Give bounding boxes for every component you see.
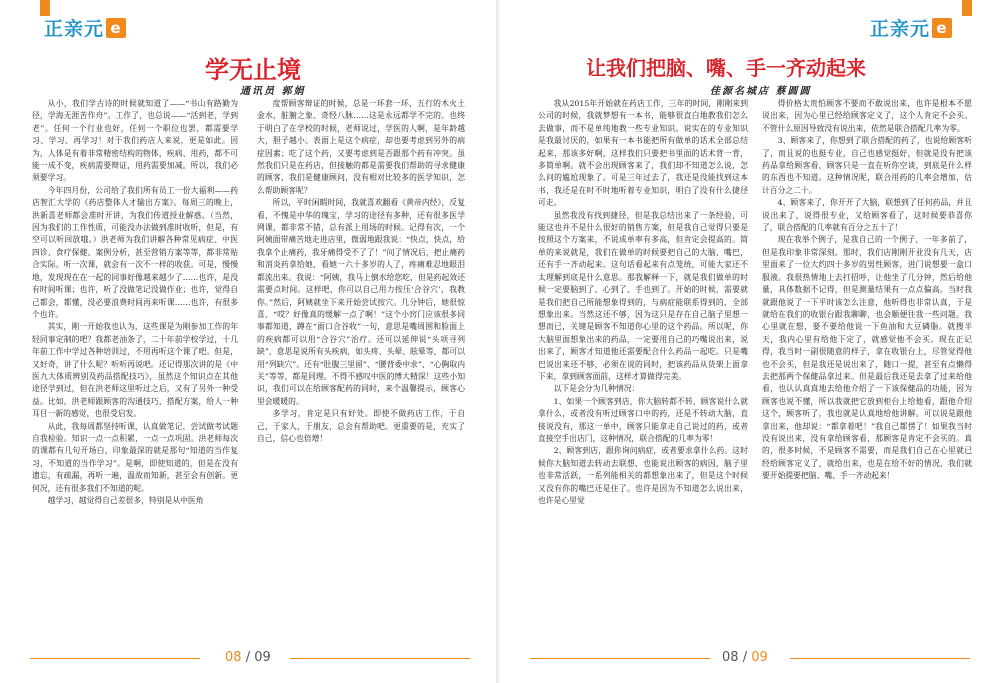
- article-byline: 佳源名城店 蔡圆圆: [710, 86, 812, 97]
- article-column-1: [32, 98, 238, 638]
- paragraph: 从小，我们学古诗的时候就知道了——“书山有路勤为径，学海无涯苦作舟”。工作了，也总说——“活到老，学到老”。任何一个行业也好，任何一个职位也罢，都需要学习、学习、再学习！对于我们药店人来说，更是如此。因为，人体是有着非常精密结构的物体，疾病、用药，都不可能一成不变，疾病需要辩证，用药需要加减。所以，我们必须要学习。: [32, 99, 238, 183]
- paragraph: 多学习，肯定是只有好处。即使不做药店工作，于自己，于家人，于朋友，总会有帮助吧。更重要的是，充实了自己，信心也倍增！: [257, 409, 465, 443]
- paragraph: 虽然我没有找到捷径，但是我总结出来了一条经验，可能这也并不是什么很好的销售方案，但是我自己觉得只要是按照这个方案来，不说成单率有多高，但肯定会提高的。简单的来说就是，我们在做单的时候要把自己的大脑、嘴巴，还有手一齐动起来。这句话看起来有点笼统，可能大家还不太理解到底是什么意思。那我解释一下，就是我们做单的时候一定要脑到了、心到了、手也到了。开始的时候，需要就是我们把自己所能想象得到的，与病症能联系得到的，全部想象出来。当然这还不够，因为这只是存在自己脑子里想一想而已，关键是顾客不知道你心里的这个药品。所以呢，你大脑里面想象出来的药品，一定要用自己的巧嘴说出来，说出来了，顾客才知道他还需要配合什么药品一起吃。只是嘴巴说出来还不够，必须在说的同时，把该药品从货架上面拿下来，拿到顾客面前，这样才算做得完美。: [538, 210, 748, 381]
- paragraph: 越学习，越觉得自己差很多，特别是从中医角: [47, 496, 204, 505]
- page-number: 08 / 09: [225, 650, 271, 665]
- article-byline: 通讯员 郭娟: [240, 86, 306, 97]
- page-number: 08 / 09: [722, 650, 768, 665]
- paragraph: 3、顾客来了，你想到了联合搭配的药了，也说给顾客听了，而且说的也挺专业，自己也感觉挺好，但就是没有把该药品拿给顾客看，顾客只是一直在听你空谈，到底是什么样的东西也不知道。这种情况呢，联合用药的几率会增加，估计百分之二十。: [762, 136, 972, 195]
- paragraph: 4、顾客来了，你开开了大脑，联想到了任何药品，并且说出来了，说得很专业，又给顾客看了，这时候要恭喜你了，联合搭配的几率就有百分之五十了！: [762, 198, 972, 233]
- footer-rule-right: [790, 658, 970, 659]
- footer-rule-left: [30, 658, 200, 659]
- paragraph: 所以，平时闲暇时间，我就喜欢翻看《黄帝内经》，反复看，不愧是中华的瑰宝，学习的途径有多种，还有很多医学网课，都非常不错，总有派上用场的时候。记得有次，一个阿姨面带痛苦地走进店里，微弱地跟我说：“快点，快点，给我拿个止痛药，我牙痛得受不了了！”问了情况后，把止痛药和消炎药拿给她，看她一六十多岁的人了，疼痛难忍地眼泪都流出来。我说：“阿姨，我马上倒水给您吃，但是药起效还需要点时间。这样吧，你可以自己用力按压‘合谷穴’，我教你。”然后，阿姨就坐下来开始尝试按穴。几分钟后，她很惊喜，“哎？好像真的缓解一点了啊！”这个小窍门应该很多同事都知道，蹲在“面口合谷收”一句，意思是嘴周围和脸面上的疾病都可以用“合谷穴”治疗。还可以延伸说“头项寻列缺”，意思是说所有头疾病，如头疼、头晕、眩晕等，都可以用“列缺穴”。还有“肚腹三里留”、“腰背委中求”、“心胸取内关”等等，都是同理。不得不感叹中医的博大精深！这些小知识，我们可以在给顾客配药的同时，来个温馨提示，顾客心里会暖暖的。: [257, 198, 465, 406]
- article-title: 学无止境: [205, 56, 301, 84]
- paragraph: 其实，刚一开始我也认为，这些课是为刚参加工作的年轻同事定制的吧？我都老油条了，二十年前学校学过，十几年前工作中学过各种培训过，不用再听这个课了吧。但是，又好奇，讲了什么呢？听听再说吧。还记得那次讲的是《中医九大体质辨别及药品搭配技巧》，虽然这个知识点在其他途径学到过，但在洪老师这里听过之后，又有了另外一种受益。比如，洪老师跟顾客的沟通技巧，搭配方案，给人一种耳目一新的感觉，也很受启发。: [32, 322, 238, 419]
- page-number-current: 09: [751, 650, 768, 665]
- logo-text: 正亲元: [44, 18, 105, 40]
- paragraph: 得价格太贵怕顾客不要而不敢说出来，也许是根本不愿说出来，因为心里已经给顾客定义了，这个人肯定不会买。不管什么原因导致没有说出来，依然是联合搭配几率为零。: [762, 99, 972, 133]
- page-number-other: 08: [722, 650, 739, 665]
- right-logo: [870, 14, 952, 41]
- left-logo: [44, 14, 126, 41]
- footer-rule-left: [530, 658, 710, 659]
- footer-rule-right: [290, 658, 470, 659]
- paragraph: 我从2015年开始就在药店工作，三年的时间，刚刚来到公司的时候，我就梦想有一本书，能够很直白地教我们怎么去做事，而不是单纯地教一些专业知识。说实在的专业知识是我最讨厌的，如果有一本书能把所有做单的话术全部总结起来，那该多好啊，这样我们只要把书里面的话术背一背，多简单啊。就不会出现顾客来了，我们却不知道怎么说，怎么问的尴尬现象了。可是三年过去了，我还是没能找到这本书，我还是在时不时地听着专业知识，明白了没有什么捷径可走。: [538, 99, 748, 208]
- article-column-2: [257, 98, 465, 638]
- article-title: 让我们把脑、嘴、手一齐动起来: [586, 56, 866, 80]
- paragraph: 2、顾客到店，跟你询问病症，或者要求拿什么药。这时候你大脑知道去转动去联想，也能说出顾客的病因，脑子里也非常活跃，一系列能相关的都想象出来了，但是这个时候又没有你的嘴巴还是住了。也许是因为不知道怎么说出来，也许是心里觉: [538, 446, 748, 505]
- paragraph: 以下是会分为几种情况：: [553, 384, 640, 394]
- article-column-1: [538, 98, 748, 638]
- paragraph: 现在我举个例子，是我自己的一个例子，一年多前了，但是我印象非常深刻。那时，我们店刚刚开业没有几天，店里面来了一位大约四十多岁的男性顾客，进门说想要一盒口服液。我很热情地上去打招呼，让他坐了几分钟，然后给他量，具体数据不记得，但是测量结果有一点点偏高。当时我就跟他说了一下平时该怎么注意，他听得也非常认真，于是就给在我们的收银台跟我聊聊，也会顺便往我一些问题。我心里就在想，要不要给他说一下鱼油和大豆磷脂。就搜半天，我内心里有给他下定了，就感觉他不会买。现在正记得，我当时一副很随意的样子，拿在收银台上，尽管觉得他也不会买，但是我还是说出来了，随口一提，甚至有点懒得去把那两个保健品拿过来。但是最后我还是去拿了过来给他看，也认认真真地去给他介绍了一下该保健品的功能，因为顾客也说不懂，所以我就把它放到柜台上给他看，跟他介绍这个，顾客听了，我也就是认真地给他讲解。可以说是跟他拿出来，他却说：“都拿着吧！”我自己都愣了！如果我当时没有说出来，没有拿给顾客看，那顾客是肯定不会买的。真的，很多时候，不是顾客不需要，而是我们自己在心里就已经给顾客定义了，就给出来，也是在给不好的情况，我们就要开始提要把脑、嘴、手一齐动起来！: [762, 235, 972, 481]
- paragraph: 度帮顾客辩证的时候，总是一环套一环，五行的木火土金水，脏腑之象、奇经八脉……这是永远都学不完的。也终于明白了在学校的时候，老师说过，学医的人啊，是年龄越大，胆子越小。表面上是这个病症，却也要考虑到另外的病症因素；吃了这个药，又要考虑到是否跟那个药有冲突。虽然我们只是在药店，但接触的都是需要我们帮助的寻求健康的顾客，我们是健康顾问，没有相对比较多的医学知识，怎么帮助顾客呢？: [257, 99, 465, 195]
- logo-text: 正亲元: [870, 18, 931, 40]
- paragraph: 1、如果一个顾客到店，你大脑转都不转，顾客说什么就拿什么，或者没有听过顾客口中的药，还是不转动大脑，直接说没有，那这一单中，顾客只能拿走自己说过的药，或者直接空手出店门，这种情况，联合搭配的几率为零！: [538, 396, 748, 443]
- logo-mark-icon: e: [106, 18, 126, 38]
- right-orange-accent: [962, 0, 972, 16]
- logo-mark-icon: e: [932, 18, 952, 38]
- right-page: [500, 0, 1000, 683]
- paragraph: 从此，我每周都坚持听课，认真做笔记，尝试做考试题自我检验。知识一点一点积累，一点一点巩固。洪老师每次的课都有几句开场白，印象最深的就是那句“知道的当作复习，不知道的当作学习”。是啊，即使知道的，但是在没有遗忘，有疏漏，再听一遍，温故而知新，甚至会有创新。更何况，还有很多我们不知道的呢。: [32, 421, 238, 493]
- article-column-2: [762, 98, 972, 638]
- paragraph: 今年四月份，公司给了我们所有员工一份大福利——药店智汇大学的《药店整体人才输出方案》。每周三的晚上，洪新喜老师都会准时开讲，为我们传道授业解惑。（当然，因为我们的工作性质，可能没办法做到准时收听，但是，有空可以听回放哦。）洪老师为我们讲解各种常见病症、中医四诊、食疗保健、案例分析，甚至营销方案等等，都非常贴合实际。听一次课，就会有一次不一样的收获。可是，慢慢地，发现现在在一起的同事好像越来越少了……也许，是没有时间听课；也许，听了没做笔记没做作业；也许，觉得自己都会，都懂，没必要浪费时间再来听课……也许，有很多个也许。: [32, 185, 238, 319]
- page-number-other: 09: [254, 650, 271, 665]
- page-number-current: 08: [225, 650, 242, 665]
